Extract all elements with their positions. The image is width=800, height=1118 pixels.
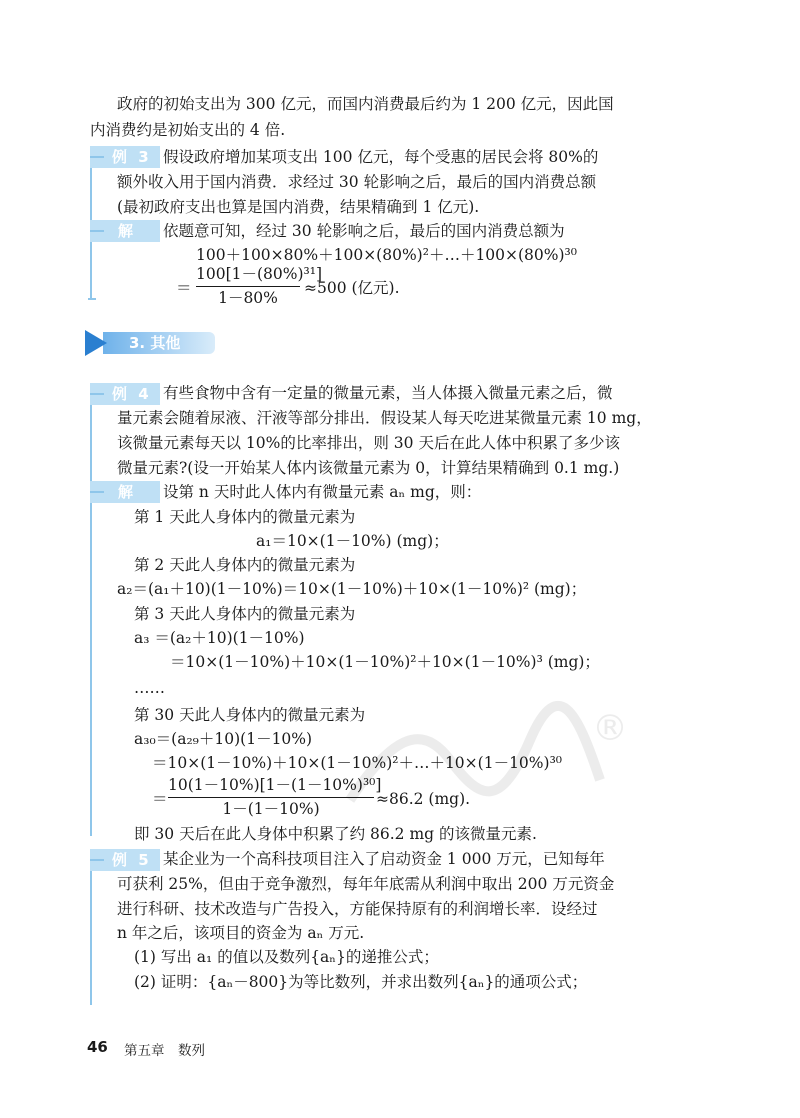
example-4-day-1-formula: a₁＝10×(1－10%) (mg)； (256, 532, 449, 550)
example-3-sum-expression: 100＋100×80%＋100×(80%)²＋…＋100×(80%)³⁰ (196, 246, 577, 264)
example-3-equals: ＝ (176, 279, 192, 297)
section-title: 3. 其他 (129, 334, 181, 352)
example-3-fraction-denominator: 1－80% (218, 289, 278, 307)
example-4-day-1-label: 第 1 天此人身体内的微量元素为 (134, 508, 356, 526)
example-4-line-1: 有些食物中含有一定量的微量元素，当人体摄入微量元素之后，微 (163, 384, 613, 402)
example-3-line-3: (最初政府支出也算是国内消费，结果精确到 1 亿元). (117, 198, 480, 216)
example-4-day-2-formula: a₂＝(a₁＋10)(1－10%)＝10×(1－10%)＋10×(1－10%)² (mg)； (117, 580, 587, 598)
example-3-fraction-numerator: 100[1－(80%)³¹] (196, 265, 323, 283)
example-5-bar (90, 850, 92, 1005)
example-4-bar (90, 384, 92, 836)
intro-line-1: 政府的初始支出为 300 亿元，而国内消费最后约为 1 200 亿元，因此国 (117, 95, 614, 113)
example-4-solution-intro: 设第 n 天时此人体内有微量元素 aₙ mg，则： (163, 483, 482, 501)
example-3-line-1: 假设政府增加某项支出 100 亿元，每个受惠的居民会将 80%的 (163, 148, 599, 166)
section-arrow-icon (85, 330, 107, 356)
example-4-line-4: 微量元素?(设一开始某人体内该微量元素为 0，计算结果精确到 0.1 mg.) (117, 459, 620, 477)
example-5-question-2: (2) 证明：{aₙ－800}为等比数列，并求出数列{aₙ}的通项公式； (134, 973, 588, 991)
example-4-line-3: 该微量元素每天以 10%的比率排出，则 30 天后在此人体中积累了多少该 (117, 434, 620, 452)
example-3-solution-line-1: 依题意可知，经过 30 轮影响之后，最后的国内消费总额为 (163, 222, 565, 240)
example-4-day-30-formula-2: ＝10×(1－10%)＋10×(1－10%)²＋…＋10×(1－10%)³⁰ (152, 754, 562, 772)
example-4-fraction-denominator: 1－(1－10%) (222, 800, 320, 818)
example-4-equals: ＝ (152, 790, 168, 808)
example-5-question-1: (1) 写出 a₁ 的值以及数列{aₙ}的递推公式； (134, 948, 439, 966)
example-4-ellipsis: …… (134, 679, 165, 697)
example-4-day-30-label: 第 30 天此人身体内的微量元素为 (134, 706, 366, 724)
example-3-solution-tag: 解 (90, 220, 160, 242)
example-3-line-2: 额外收入用于国内消费．求经过 30 轮影响之后，最后的国内消费总额 (117, 173, 597, 191)
example-4-conclusion: 即 30 天后在此人身体中积累了约 86.2 mg 的该微量元素. (134, 825, 537, 843)
example-3-fraction-line (196, 286, 300, 287)
section-header-other (85, 330, 215, 356)
example-4-line-2: 量元素会随着尿液、汗液等部分排出．假设某人每天吃进某微量元素 10 mg， (117, 409, 652, 427)
example-4-solution-tag: 解 (90, 481, 160, 503)
example-5-line-2: 可获利 25%，但由于竞争激烈，每年年底需从利润中取出 200 万元资金 (117, 875, 615, 893)
example-4-day-2-label: 第 2 天此人身体内的微量元素为 (134, 556, 356, 574)
example-5-line-4: n 年之后，该项目的资金为 aₙ 万元. (117, 924, 365, 942)
example-4-day-30-formula-1: a₃₀＝(a₂₉＋10)(1－10%) (134, 730, 313, 748)
example-5-line-1: 某企业为一个高科技项目注入了启动资金 1 000 万元，已知每年 (163, 850, 605, 868)
page-number: 46 (87, 1038, 108, 1056)
chapter-title: 第五章 数列 (124, 1043, 205, 1059)
publisher-watermark (330, 700, 630, 824)
example-3-tag: 例 3 (90, 146, 160, 168)
example-3-bar-end (88, 298, 96, 300)
example-5-tag: 例 5 (90, 849, 160, 871)
example-3-result: ≈500 (亿元). (304, 279, 400, 297)
example-4-day-3-formula-2: ＝10×(1－10%)＋10×(1－10%)²＋10×(1－10%)³ (mg)； (170, 653, 600, 671)
example-4-tag: 例 4 (90, 383, 160, 405)
registered-mark: ® (592, 708, 628, 749)
example-5-line-3: 进行科研、技术改造与广告投入，方能保持原有的利润增长率．设经过 (117, 900, 598, 918)
example-4-fraction-numerator: 10(1－10%)[1－(1－10%)³⁰] (168, 776, 382, 794)
intro-line-2: 内消费约是初始支出的 4 倍. (90, 121, 286, 139)
example-4-result: ≈86.2 (mg). (376, 790, 471, 808)
example-4-day-3-formula-1: a₃ ＝(a₂＋10)(1－10%) (134, 629, 305, 647)
example-4-day-3-label: 第 3 天此人身体内的微量元素为 (134, 605, 356, 623)
